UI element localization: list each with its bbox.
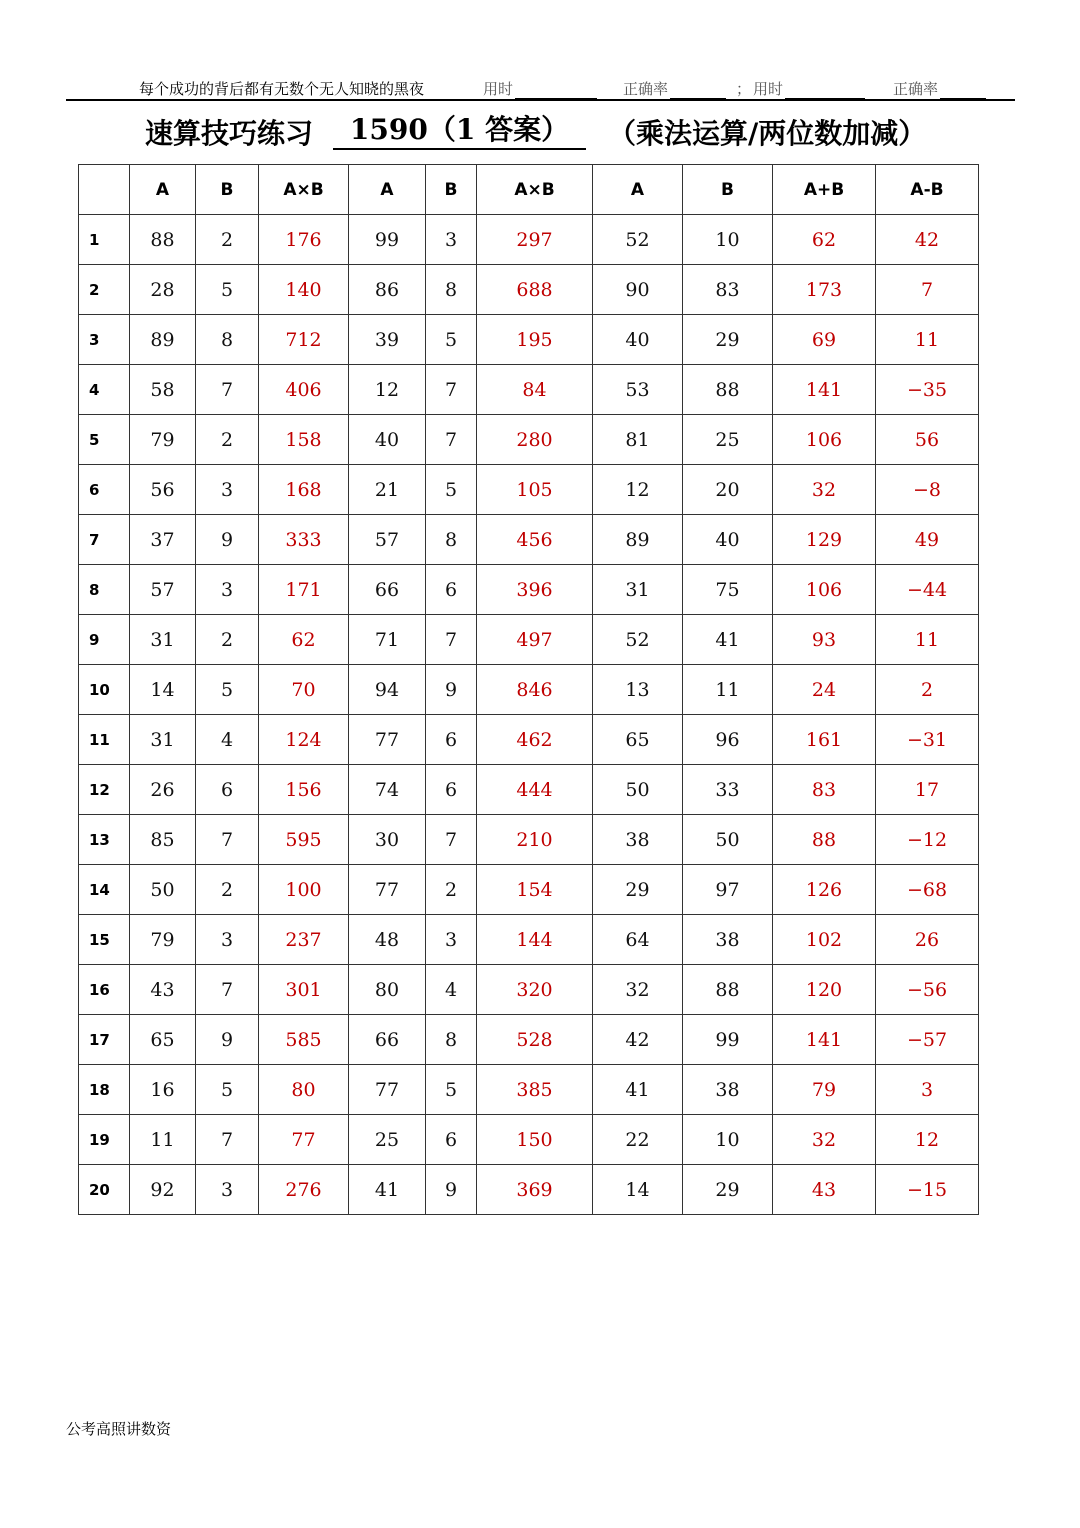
operand-cell: 38	[683, 915, 773, 965]
operand-cell: 99	[683, 1015, 773, 1065]
row-number: 2	[79, 265, 130, 315]
operand-cell: 6	[426, 1115, 477, 1165]
operand-cell: 81	[593, 415, 683, 465]
operand-cell: 9	[196, 515, 259, 565]
answer-cell: 3	[876, 1065, 979, 1115]
operand-cell: 97	[683, 865, 773, 915]
operand-cell: 32	[593, 965, 683, 1015]
operand-cell: 66	[349, 1015, 426, 1065]
header-separator: ；	[736, 80, 752, 98]
page-subtitle: （乘法运算/两位数加减）	[608, 117, 927, 150]
header-motto: 每个成功的背后都有无数个无人知晓的黑夜	[139, 80, 425, 98]
answer-cell: 497	[477, 615, 593, 665]
operand-cell: 77	[349, 1065, 426, 1115]
row-number: 7	[79, 515, 130, 565]
operand-cell: 89	[130, 315, 196, 365]
accuracy-field-2	[893, 78, 986, 99]
operand-cell: 2	[196, 215, 259, 265]
table-row	[79, 965, 979, 1015]
operand-cell: 3	[426, 215, 477, 265]
answer-cell: 77	[259, 1115, 349, 1165]
operand-cell: 38	[593, 815, 683, 865]
operand-cell: 6	[426, 715, 477, 765]
row-number: 9	[79, 615, 130, 665]
column-header: A×B	[477, 165, 593, 215]
operand-cell: 3	[196, 915, 259, 965]
table-row	[79, 815, 979, 865]
table-row	[79, 1115, 979, 1165]
operand-cell: 40	[593, 315, 683, 365]
operand-cell: 7	[426, 415, 477, 465]
answer-cell: 150	[477, 1115, 593, 1165]
operand-cell: 99	[349, 215, 426, 265]
operand-cell: 88	[130, 215, 196, 265]
accuracy-label-1: 正确率	[623, 80, 669, 98]
answer-cell: 210	[477, 815, 593, 865]
operand-cell: 37	[130, 515, 196, 565]
row-number: 12	[79, 765, 130, 815]
table-row	[79, 465, 979, 515]
operand-cell: 31	[130, 715, 196, 765]
operand-cell: 86	[349, 265, 426, 315]
operand-cell: 85	[130, 815, 196, 865]
table-row	[79, 665, 979, 715]
operand-cell: 71	[349, 615, 426, 665]
row-number: 13	[79, 815, 130, 865]
answer-cell: 70	[259, 665, 349, 715]
column-header: A	[593, 165, 683, 215]
table-row	[79, 565, 979, 615]
row-number: 17	[79, 1015, 130, 1065]
operand-cell: 9	[196, 1015, 259, 1065]
operand-cell: 79	[130, 415, 196, 465]
operand-cell: 2	[196, 415, 259, 465]
operand-cell: 7	[426, 815, 477, 865]
answer-cell: 171	[259, 565, 349, 615]
operand-cell: 38	[683, 1065, 773, 1115]
operand-cell: 65	[130, 1015, 196, 1065]
answer-cell: 301	[259, 965, 349, 1015]
table-row	[79, 1015, 979, 1065]
table-row	[79, 615, 979, 665]
row-number: 20	[79, 1165, 130, 1215]
operand-cell: 7	[426, 615, 477, 665]
table-header-row	[79, 165, 979, 215]
operand-cell: 42	[593, 1015, 683, 1065]
operand-cell: 92	[130, 1165, 196, 1215]
operand-cell: 8	[196, 315, 259, 365]
answer-cell: −12	[876, 815, 979, 865]
operand-cell: 58	[130, 365, 196, 415]
answer-cell: −68	[876, 865, 979, 915]
operand-cell: 57	[130, 565, 196, 615]
operand-cell: 8	[426, 1015, 477, 1065]
answer-cell: 49	[876, 515, 979, 565]
time-blank-2	[785, 83, 865, 99]
operand-cell: 31	[593, 565, 683, 615]
operand-cell: 75	[683, 565, 773, 615]
operand-cell: 50	[130, 865, 196, 915]
operand-cell: 16	[130, 1065, 196, 1115]
answer-cell: 43	[773, 1165, 876, 1215]
operand-cell: 11	[683, 665, 773, 715]
answer-cell: 17	[876, 765, 979, 815]
column-header: A	[130, 165, 196, 215]
operand-cell: 80	[349, 965, 426, 1015]
operand-cell: 6	[426, 765, 477, 815]
operand-cell: 10	[683, 215, 773, 265]
row-number: 16	[79, 965, 130, 1015]
answer-cell: 595	[259, 815, 349, 865]
row-number: 19	[79, 1115, 130, 1165]
answer-cell: 712	[259, 315, 349, 365]
time-blank-1	[515, 83, 597, 99]
operand-cell: 30	[349, 815, 426, 865]
answer-cell: 154	[477, 865, 593, 915]
answer-cell: 168	[259, 465, 349, 515]
answer-cell: 93	[773, 615, 876, 665]
operand-cell: 8	[426, 265, 477, 315]
table-row	[79, 315, 979, 365]
answer-cell: −31	[876, 715, 979, 765]
row-number: 11	[79, 715, 130, 765]
column-header: B	[196, 165, 259, 215]
answer-cell: 333	[259, 515, 349, 565]
operand-cell: 88	[683, 965, 773, 1015]
operand-cell: 11	[130, 1115, 196, 1165]
operand-cell: 7	[196, 815, 259, 865]
answer-cell: 12	[876, 1115, 979, 1165]
operand-cell: 29	[683, 315, 773, 365]
answer-cell: 126	[773, 865, 876, 915]
operand-cell: 10	[683, 1115, 773, 1165]
operand-cell: 41	[593, 1065, 683, 1115]
operand-cell: 52	[593, 215, 683, 265]
answer-cell: 24	[773, 665, 876, 715]
operand-cell: 48	[349, 915, 426, 965]
operand-cell: 89	[593, 515, 683, 565]
operand-cell: 5	[196, 1065, 259, 1115]
operand-cell: 65	[593, 715, 683, 765]
answer-cell: −44	[876, 565, 979, 615]
time-field-1	[483, 78, 597, 99]
answer-cell: −57	[876, 1015, 979, 1065]
row-number: 14	[79, 865, 130, 915]
answer-cell: 56	[876, 415, 979, 465]
answer-cell: 140	[259, 265, 349, 315]
operand-cell: 26	[130, 765, 196, 815]
answer-cell: 69	[773, 315, 876, 365]
operand-cell: 41	[683, 615, 773, 665]
accuracy-blank-2	[940, 83, 986, 99]
operand-cell: 5	[426, 315, 477, 365]
operand-cell: 25	[349, 1115, 426, 1165]
operand-cell: 96	[683, 715, 773, 765]
answer-cell: 129	[773, 515, 876, 565]
column-header: A×B	[259, 165, 349, 215]
operand-cell: 3	[196, 465, 259, 515]
operand-cell: 3	[196, 1165, 259, 1215]
operand-cell: 31	[130, 615, 196, 665]
answer-cell: 124	[259, 715, 349, 765]
answer-cell: 11	[876, 315, 979, 365]
answer-cell: 62	[773, 215, 876, 265]
header-divider	[66, 99, 1015, 101]
answer-cell: 297	[477, 215, 593, 265]
answer-cell: 62	[259, 615, 349, 665]
operand-cell: 3	[426, 915, 477, 965]
operand-cell: 83	[683, 265, 773, 315]
answer-cell: 26	[876, 915, 979, 965]
operand-cell: 7	[196, 365, 259, 415]
answer-cell: 396	[477, 565, 593, 615]
row-number: 3	[79, 315, 130, 365]
row-number: 15	[79, 915, 130, 965]
operand-cell: 41	[349, 1165, 426, 1215]
answer-cell: 102	[773, 915, 876, 965]
operand-cell: 77	[349, 865, 426, 915]
answer-cell: 7	[876, 265, 979, 315]
answer-cell: 161	[773, 715, 876, 765]
answer-cell: 195	[477, 315, 593, 365]
column-header-index	[79, 165, 130, 215]
operand-cell: 7	[196, 1115, 259, 1165]
exercise-code: 1590（1 答案）	[333, 112, 586, 150]
operand-cell: 29	[593, 865, 683, 915]
operand-cell: 2	[196, 615, 259, 665]
answer-cell: 2	[876, 665, 979, 715]
row-number: 8	[79, 565, 130, 615]
table-row	[79, 215, 979, 265]
operand-cell: 79	[130, 915, 196, 965]
operand-cell: 53	[593, 365, 683, 415]
operand-cell: 2	[426, 865, 477, 915]
column-header: A-B	[876, 165, 979, 215]
operand-cell: 25	[683, 415, 773, 465]
answer-cell: 11	[876, 615, 979, 665]
accuracy-blank-1	[670, 83, 726, 99]
operand-cell: 33	[683, 765, 773, 815]
table-row	[79, 1165, 979, 1215]
operand-cell: 12	[593, 465, 683, 515]
operand-cell: 57	[349, 515, 426, 565]
time-field-2	[753, 78, 865, 99]
answer-cell: 80	[259, 1065, 349, 1115]
answer-cell: 237	[259, 915, 349, 965]
answer-cell: 120	[773, 965, 876, 1015]
answer-cell: 144	[477, 915, 593, 965]
answer-cell: 585	[259, 1015, 349, 1065]
answer-cell: 105	[477, 465, 593, 515]
answer-cell: 32	[773, 465, 876, 515]
accuracy-label-2: 正确率	[893, 80, 939, 98]
operand-cell: 8	[426, 515, 477, 565]
answer-cell: 106	[773, 565, 876, 615]
operand-cell: 5	[196, 265, 259, 315]
row-number: 5	[79, 415, 130, 465]
answer-cell: 280	[477, 415, 593, 465]
operand-cell: 12	[349, 365, 426, 415]
answer-cell: −56	[876, 965, 979, 1015]
answer-cell: 688	[477, 265, 593, 315]
operand-cell: 21	[349, 465, 426, 515]
answer-cell: 106	[773, 415, 876, 465]
operand-cell: 50	[593, 765, 683, 815]
operand-cell: 39	[349, 315, 426, 365]
table-row	[79, 515, 979, 565]
answer-cell: −35	[876, 365, 979, 415]
row-number: 18	[79, 1065, 130, 1115]
answer-cell: 528	[477, 1015, 593, 1065]
operand-cell: 90	[593, 265, 683, 315]
operand-cell: 4	[196, 715, 259, 765]
table-body	[79, 215, 979, 1215]
operand-cell: 5	[196, 665, 259, 715]
answer-cell: 84	[477, 365, 593, 415]
row-number: 6	[79, 465, 130, 515]
row-number: 4	[79, 365, 130, 415]
answer-cell: 83	[773, 765, 876, 815]
page-title: 速算技巧练习	[145, 117, 314, 150]
column-header: A	[349, 165, 426, 215]
operand-cell: 3	[196, 565, 259, 615]
operand-cell: 7	[426, 365, 477, 415]
operand-cell: 94	[349, 665, 426, 715]
operand-cell: 20	[683, 465, 773, 515]
operand-cell: 88	[683, 365, 773, 415]
operand-cell: 5	[426, 1065, 477, 1115]
operand-cell: 50	[683, 815, 773, 865]
answer-cell: 141	[773, 365, 876, 415]
operand-cell: 5	[426, 465, 477, 515]
operand-cell: 6	[426, 565, 477, 615]
operand-cell: 77	[349, 715, 426, 765]
column-header: A+B	[773, 165, 876, 215]
operand-cell: 40	[683, 515, 773, 565]
answer-cell: 88	[773, 815, 876, 865]
operand-cell: 64	[593, 915, 683, 965]
operand-cell: 40	[349, 415, 426, 465]
answer-cell: 406	[259, 365, 349, 415]
operand-cell: 74	[349, 765, 426, 815]
table-row	[79, 765, 979, 815]
footer-text: 公考高照讲数资	[66, 1420, 172, 1438]
table-row	[79, 1065, 979, 1115]
answer-cell: 456	[477, 515, 593, 565]
operand-cell: 28	[130, 265, 196, 315]
row-number: 1	[79, 215, 130, 265]
operand-cell: 6	[196, 765, 259, 815]
operand-cell: 14	[130, 665, 196, 715]
operand-cell: 13	[593, 665, 683, 715]
operand-cell: 66	[349, 565, 426, 615]
operand-cell: 22	[593, 1115, 683, 1165]
operand-cell: 14	[593, 1165, 683, 1215]
exercise-table	[78, 164, 979, 1215]
operand-cell: 7	[196, 965, 259, 1015]
column-header: B	[683, 165, 773, 215]
answer-cell: −8	[876, 465, 979, 515]
answer-cell: 173	[773, 265, 876, 315]
answer-cell: 176	[259, 215, 349, 265]
operand-cell: 4	[426, 965, 477, 1015]
table-row	[79, 365, 979, 415]
operand-cell: 9	[426, 1165, 477, 1215]
answer-cell: −15	[876, 1165, 979, 1215]
answer-cell: 32	[773, 1115, 876, 1165]
table-row	[79, 915, 979, 965]
time-label-2: 用时	[753, 80, 784, 98]
answer-cell: 79	[773, 1065, 876, 1115]
operand-cell: 56	[130, 465, 196, 515]
accuracy-field-1	[623, 78, 726, 99]
table-row	[79, 715, 979, 765]
answer-cell: 320	[477, 965, 593, 1015]
answer-cell: 42	[876, 215, 979, 265]
table-row	[79, 265, 979, 315]
answer-cell: 156	[259, 765, 349, 815]
answer-cell: 276	[259, 1165, 349, 1215]
table-row	[79, 415, 979, 465]
answer-cell: 100	[259, 865, 349, 915]
answer-cell: 462	[477, 715, 593, 765]
time-label-1: 用时	[483, 80, 514, 98]
row-number: 10	[79, 665, 130, 715]
answer-cell: 846	[477, 665, 593, 715]
operand-cell: 29	[683, 1165, 773, 1215]
operand-cell: 52	[593, 615, 683, 665]
column-header: B	[426, 165, 477, 215]
operand-cell: 2	[196, 865, 259, 915]
operand-cell: 43	[130, 965, 196, 1015]
answer-cell: 444	[477, 765, 593, 815]
answer-cell: 385	[477, 1065, 593, 1115]
table-row	[79, 865, 979, 915]
answer-cell: 141	[773, 1015, 876, 1065]
answer-cell: 369	[477, 1165, 593, 1215]
answer-cell: 158	[259, 415, 349, 465]
operand-cell: 9	[426, 665, 477, 715]
